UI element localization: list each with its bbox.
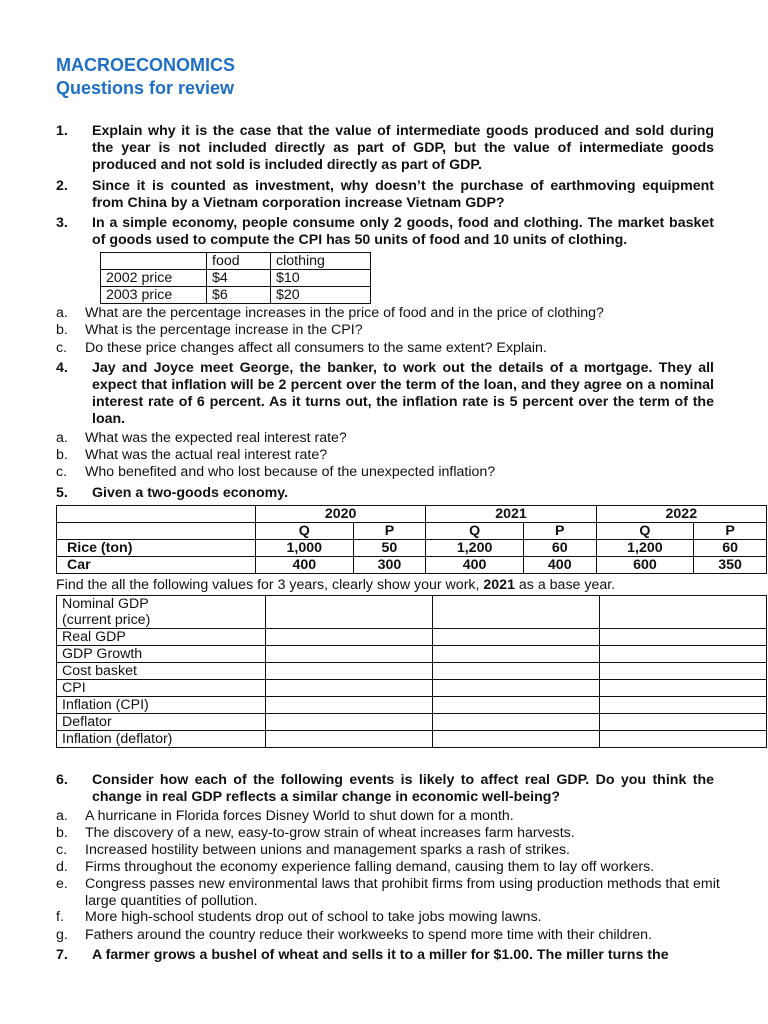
table-cell: 2002 price [101, 270, 207, 287]
table-cell: 350 [694, 557, 767, 574]
row-label: Inflation (CPI) [57, 697, 266, 714]
sub-question [56, 909, 726, 926]
question-text: Jay and Joyce meet George, the banker, to work out the details of a mortgage. They all expect that inflation will be 2 percent over the term of the loan, and they agree on a nominal interest rate of 6 percent. As it turns out, the inflation rate is 5 percent over the term of the loan. [92, 360, 714, 427]
answer-cell[interactable] [599, 697, 766, 714]
sub-text: What was the actual real interest rate? [85, 447, 328, 463]
question-text: Since it is counted as investment, why doesn’t the purchase of earthmoving equipment from China by a Vietnam corporation increase Vietnam GDP? [92, 178, 714, 211]
question-4 [56, 360, 714, 428]
answer-cell[interactable] [599, 731, 766, 748]
answer-cell[interactable] [599, 663, 766, 680]
question-1 [56, 123, 714, 174]
table-row [57, 557, 767, 574]
question-text: Explain why it is the case that the value of intermediate goods produced and sold during the year is not included directly as part of GDP, but the value of intermediate goods produced and not sold is included directly as part of GDP. [92, 123, 714, 173]
question-text: Given a two-goods economy. [92, 485, 289, 501]
sub-letter: a. [56, 808, 68, 824]
question-number: 4. [56, 360, 68, 376]
table-cell: 400 [426, 557, 524, 574]
table-cell: $20 [271, 287, 371, 304]
question-7 [56, 947, 714, 964]
sub-text: A hurricane in Florida forces Disney World to shut down for a month. [85, 808, 514, 824]
answer-cell[interactable] [266, 697, 433, 714]
table-cell [57, 523, 256, 540]
table-cell: 600 [596, 557, 694, 574]
table-cell: 1,200 [426, 540, 524, 557]
qp-header-row [57, 523, 767, 540]
sub-text: What was the expected real interest rate? [85, 430, 347, 446]
answer-cell[interactable] [432, 663, 599, 680]
sub-question [56, 447, 726, 464]
table-cell: 50 [353, 540, 426, 557]
table-row [57, 663, 767, 680]
table-cell: 300 [353, 557, 426, 574]
table-cell: 1,000 [256, 540, 354, 557]
sub-letter: b. [56, 825, 68, 841]
table-cell: 1,200 [596, 540, 694, 557]
q-header: Q [256, 523, 354, 540]
sub-question [56, 859, 726, 876]
table-header-row [101, 253, 371, 270]
row-label: CPI [57, 680, 266, 697]
sub-text: Do these price changes affect all consumers to the same extent? Explain. [85, 340, 547, 356]
table-cell: $4 [207, 270, 271, 287]
table-row [57, 646, 767, 663]
sub-question [56, 430, 726, 447]
row-label: Nominal GDP (current price) [57, 596, 266, 629]
sub-question [56, 876, 726, 910]
q-header: Q [426, 523, 524, 540]
answer-cell[interactable] [266, 596, 433, 629]
question-number: 1. [56, 123, 68, 139]
question-3 [56, 215, 714, 249]
table-cell [57, 506, 256, 523]
price-table [100, 252, 371, 304]
question-number: 6. [56, 772, 68, 788]
table-row [57, 540, 767, 557]
sub-letter: d. [56, 859, 68, 875]
answer-cell[interactable] [599, 629, 766, 646]
answer-cell[interactable] [599, 646, 766, 663]
sub-question [56, 927, 726, 944]
answer-cell[interactable] [432, 680, 599, 697]
answer-cell[interactable] [266, 731, 433, 748]
answer-cell[interactable] [266, 663, 433, 680]
table-row [57, 629, 767, 646]
question-text: Consider how each of the following events is likely to affect real GDP. Do you think the change in real GDP reflects a similar change in economic well-being? [92, 772, 714, 805]
sub-text: What are the percentage increases in the price of food and in the price of clothing? [85, 305, 604, 321]
sub-letter: c. [56, 464, 68, 480]
table-cell: $6 [207, 287, 271, 304]
sub-letter: f. [56, 909, 64, 925]
sub-text: Firms throughout the economy experience falling demand, causing them to lay off workers. [85, 859, 655, 875]
table-row [57, 596, 767, 629]
instruction-text [56, 577, 615, 594]
row-label: Inflation (deflator) [57, 731, 266, 748]
sub-letter: c. [56, 842, 68, 858]
row-label: Real GDP [57, 629, 266, 646]
table-cell: 400 [256, 557, 354, 574]
table-cell [101, 253, 207, 270]
sub-question [56, 322, 726, 339]
question-number: 7. [56, 947, 68, 963]
question-number: 2. [56, 178, 68, 194]
row-label: Deflator [57, 714, 266, 731]
row-label: Rice (ton) [57, 540, 256, 557]
row-label: GDP Growth [57, 646, 266, 663]
answer-cell[interactable] [266, 629, 433, 646]
sub-text: Fathers around the country reduce their workweeks to spend more time with their children. [85, 927, 652, 943]
sub-question [56, 825, 726, 842]
question-text: A farmer grows a bushel of wheat and sells it to a miller for $1.00. The miller turns the [92, 947, 669, 963]
sub-text: Who benefited and who lost because of the unexpected inflation? [85, 464, 496, 480]
year-header: 2021 [426, 506, 596, 523]
answer-cell[interactable] [266, 714, 433, 731]
p-header: P [694, 523, 767, 540]
question-5 [56, 485, 714, 502]
sub-question [56, 842, 726, 859]
sub-letter: a. [56, 430, 68, 446]
question-number: 5. [56, 485, 68, 501]
answer-cell[interactable] [432, 731, 599, 748]
sub-letter: e. [56, 876, 68, 892]
sub-text: Congress passes new environmental laws that prohibit firms from using production methods that emit large quantities of pollution. [85, 876, 720, 909]
sub-letter: g. [56, 927, 68, 943]
base-year: 2021 [483, 577, 515, 593]
document-title: MACROECONOMICS [56, 55, 235, 75]
year-header: 2022 [596, 506, 766, 523]
sub-text: The discovery of a new, easy-to-grow strain of wheat increases farm harvests. [85, 825, 575, 841]
answer-cell[interactable] [432, 697, 599, 714]
sub-text: What is the percentage increase in the CPI? [85, 322, 363, 338]
table-cell: 2003 price [101, 287, 207, 304]
table-cell: food [207, 253, 271, 270]
answer-cell[interactable] [432, 629, 599, 646]
document-subtitle: Questions for review [56, 78, 235, 98]
work-table [56, 595, 767, 748]
instruction-post: as a base year. [514, 577, 616, 593]
row-label: Cost basket [57, 663, 266, 680]
sub-letter: a. [56, 305, 68, 321]
question-number: 3. [56, 215, 68, 231]
p-header: P [353, 523, 426, 540]
sub-letter: b. [56, 447, 68, 463]
row-label: Car [57, 557, 256, 574]
sub-question [56, 808, 726, 825]
table-row [57, 714, 767, 731]
table-cell: 400 [523, 557, 596, 574]
sub-question [56, 340, 726, 357]
table-row [57, 731, 767, 748]
answer-cell[interactable] [599, 596, 766, 629]
sub-question [56, 305, 726, 322]
answer-cell[interactable] [599, 714, 766, 731]
instruction-pre: Find the all the following values for 3 years, clearly show your work, [56, 577, 484, 593]
year-header: 2020 [256, 506, 426, 523]
table-row [101, 270, 371, 287]
year-header-row [57, 506, 767, 523]
answer-cell[interactable] [599, 680, 766, 697]
sub-text: More high-school students drop out of school to take jobs mowing lawns. [85, 909, 542, 925]
question-text: In a simple economy, people consume only 2 goods, food and clothing. The market basket of goods used to compute the CPI has 50 units of food and 10 units of clothing. [92, 215, 714, 248]
answer-cell[interactable] [432, 596, 599, 629]
table-cell: 60 [694, 540, 767, 557]
table-cell: 60 [523, 540, 596, 557]
question-6 [56, 772, 714, 806]
sub-question [56, 464, 726, 481]
table-cell: clothing [271, 253, 371, 270]
answer-cell[interactable] [266, 646, 433, 663]
answer-cell[interactable] [266, 680, 433, 697]
table-row [57, 697, 767, 714]
sub-text: Increased hostility between unions and management sparks a rash of strikes. [85, 842, 571, 858]
sub-letter: b. [56, 322, 68, 338]
q-header: Q [596, 523, 694, 540]
answer-cell[interactable] [432, 714, 599, 731]
table-row [57, 680, 767, 697]
p-header: P [523, 523, 596, 540]
table-cell: $10 [271, 270, 371, 287]
economy-table [56, 505, 767, 574]
sub-letter: c. [56, 340, 68, 356]
answer-cell[interactable] [432, 646, 599, 663]
question-2 [56, 178, 714, 212]
table-row [101, 287, 371, 304]
